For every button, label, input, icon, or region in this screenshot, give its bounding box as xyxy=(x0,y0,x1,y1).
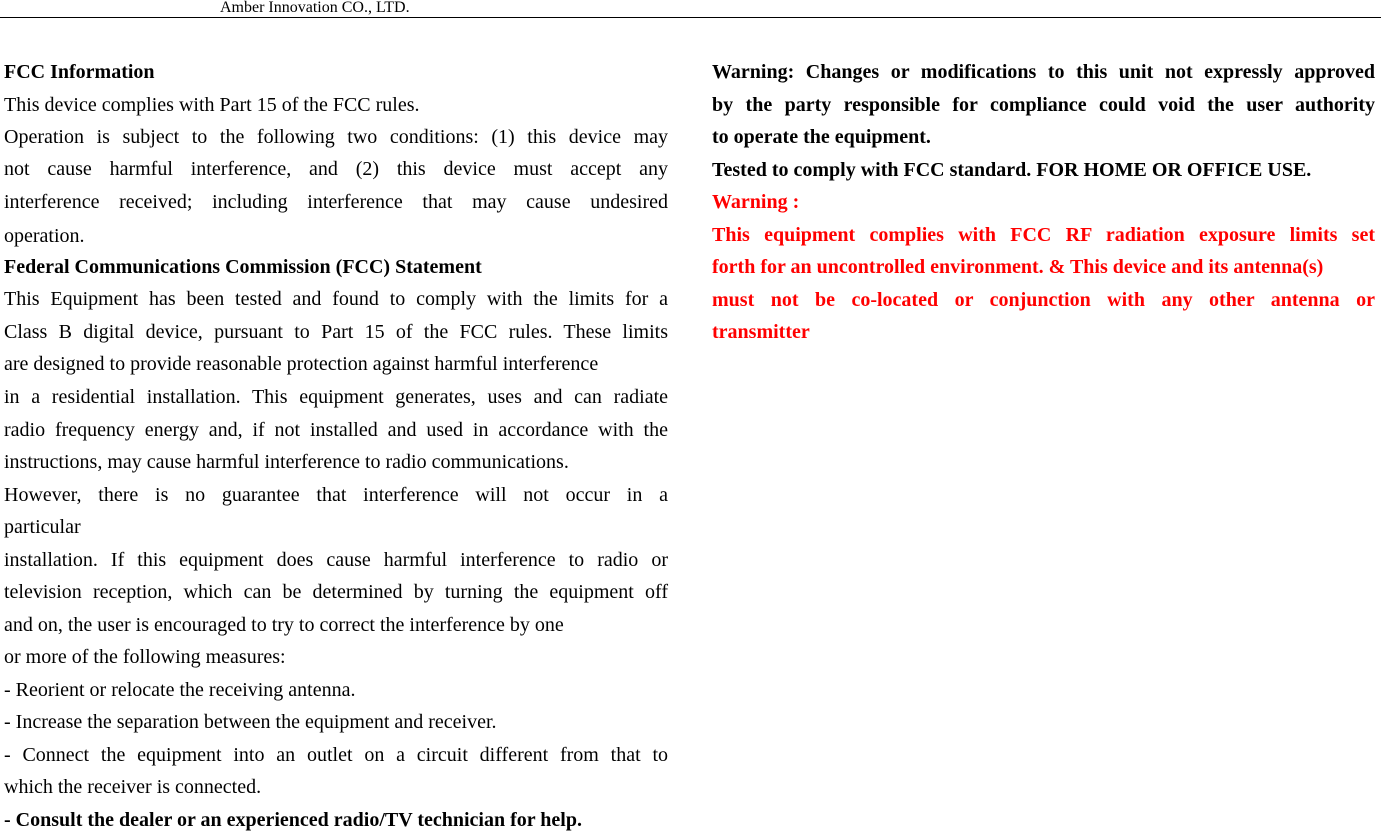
list-item: - Consult the dealer or an experienced radio/TV technician for help. xyxy=(4,809,582,831)
text-line: radio frequency energy and, if not installed and used in accordance with the xyxy=(4,419,668,441)
text-line: which the receiver is connected. xyxy=(4,776,262,798)
rf-warning-line: This equipment complies with FCC RF radiation exposure limits set xyxy=(712,224,1375,246)
text-line: and on, the user is encouraged to try to correct the interference by one xyxy=(4,614,564,636)
rf-warning-line: transmitter xyxy=(712,321,810,343)
warning-text-line: Warning: Changes or modifications to this unit not expressly approved xyxy=(712,61,1375,83)
text-line: not cause harmful interference, and (2) this device must accept any xyxy=(4,158,668,180)
list-item: - Increase the separation between the equipment and receiver. xyxy=(4,711,497,733)
text-line: in a residential installation. This equipment generates, uses and can radiate xyxy=(4,386,668,408)
text-line: operation. xyxy=(4,225,85,247)
fcc-information-heading: FCC Information xyxy=(4,61,155,83)
tested-statement: Tested to comply with FCC standard. FOR HOME OR OFFICE USE. xyxy=(712,159,1312,181)
rf-warning-line: must not be co-located or conjunction with any other antenna or xyxy=(712,289,1375,311)
warning-text-line: by the party responsible for compliance could void the user authority xyxy=(712,94,1375,116)
text-line: are designed to provide reasonable protection against harmful interference xyxy=(4,353,599,375)
text-line: However, there is no guarantee that interference will not occur in a xyxy=(4,484,668,506)
company-name: Amber Innovation CO., LTD. xyxy=(220,0,410,16)
text-line: instructions, may cause harmful interference to radio communications. xyxy=(4,451,569,473)
text-line: This device complies with Part 15 of the FCC rules. xyxy=(4,94,420,116)
text-line: Class B digital device, pursuant to Part 15 of the FCC rules. These limits xyxy=(4,321,668,343)
text-line: television reception, which can be determined by turning the equipment off xyxy=(4,581,668,603)
text-line: installation. If this equipment does cause harmful interference to radio or xyxy=(4,549,668,571)
page-header xyxy=(0,0,1381,18)
text-line: or more of the following measures: xyxy=(4,646,286,668)
list-item: - Reorient or relocate the receiving antenna. xyxy=(4,679,356,701)
text-line: This Equipment has been tested and found to comply with the limits for a xyxy=(4,288,668,310)
rf-warning-heading: Warning : xyxy=(712,191,800,213)
warning-text-line: to operate the equipment. xyxy=(712,126,931,148)
text-line: particular xyxy=(4,516,81,538)
text-line: Operation is subject to the following two conditions: (1) this device may xyxy=(4,126,668,148)
fcc-statement-heading: Federal Communications Commission (FCC) Statement xyxy=(4,256,482,278)
rf-warning-line: forth for an uncontrolled environment. & This device and its antenna(s) xyxy=(712,256,1324,278)
text-line: interference received; including interference that may cause undesired xyxy=(4,191,668,213)
list-item: - Connect the equipment into an outlet on a circuit different from that to xyxy=(4,744,668,766)
